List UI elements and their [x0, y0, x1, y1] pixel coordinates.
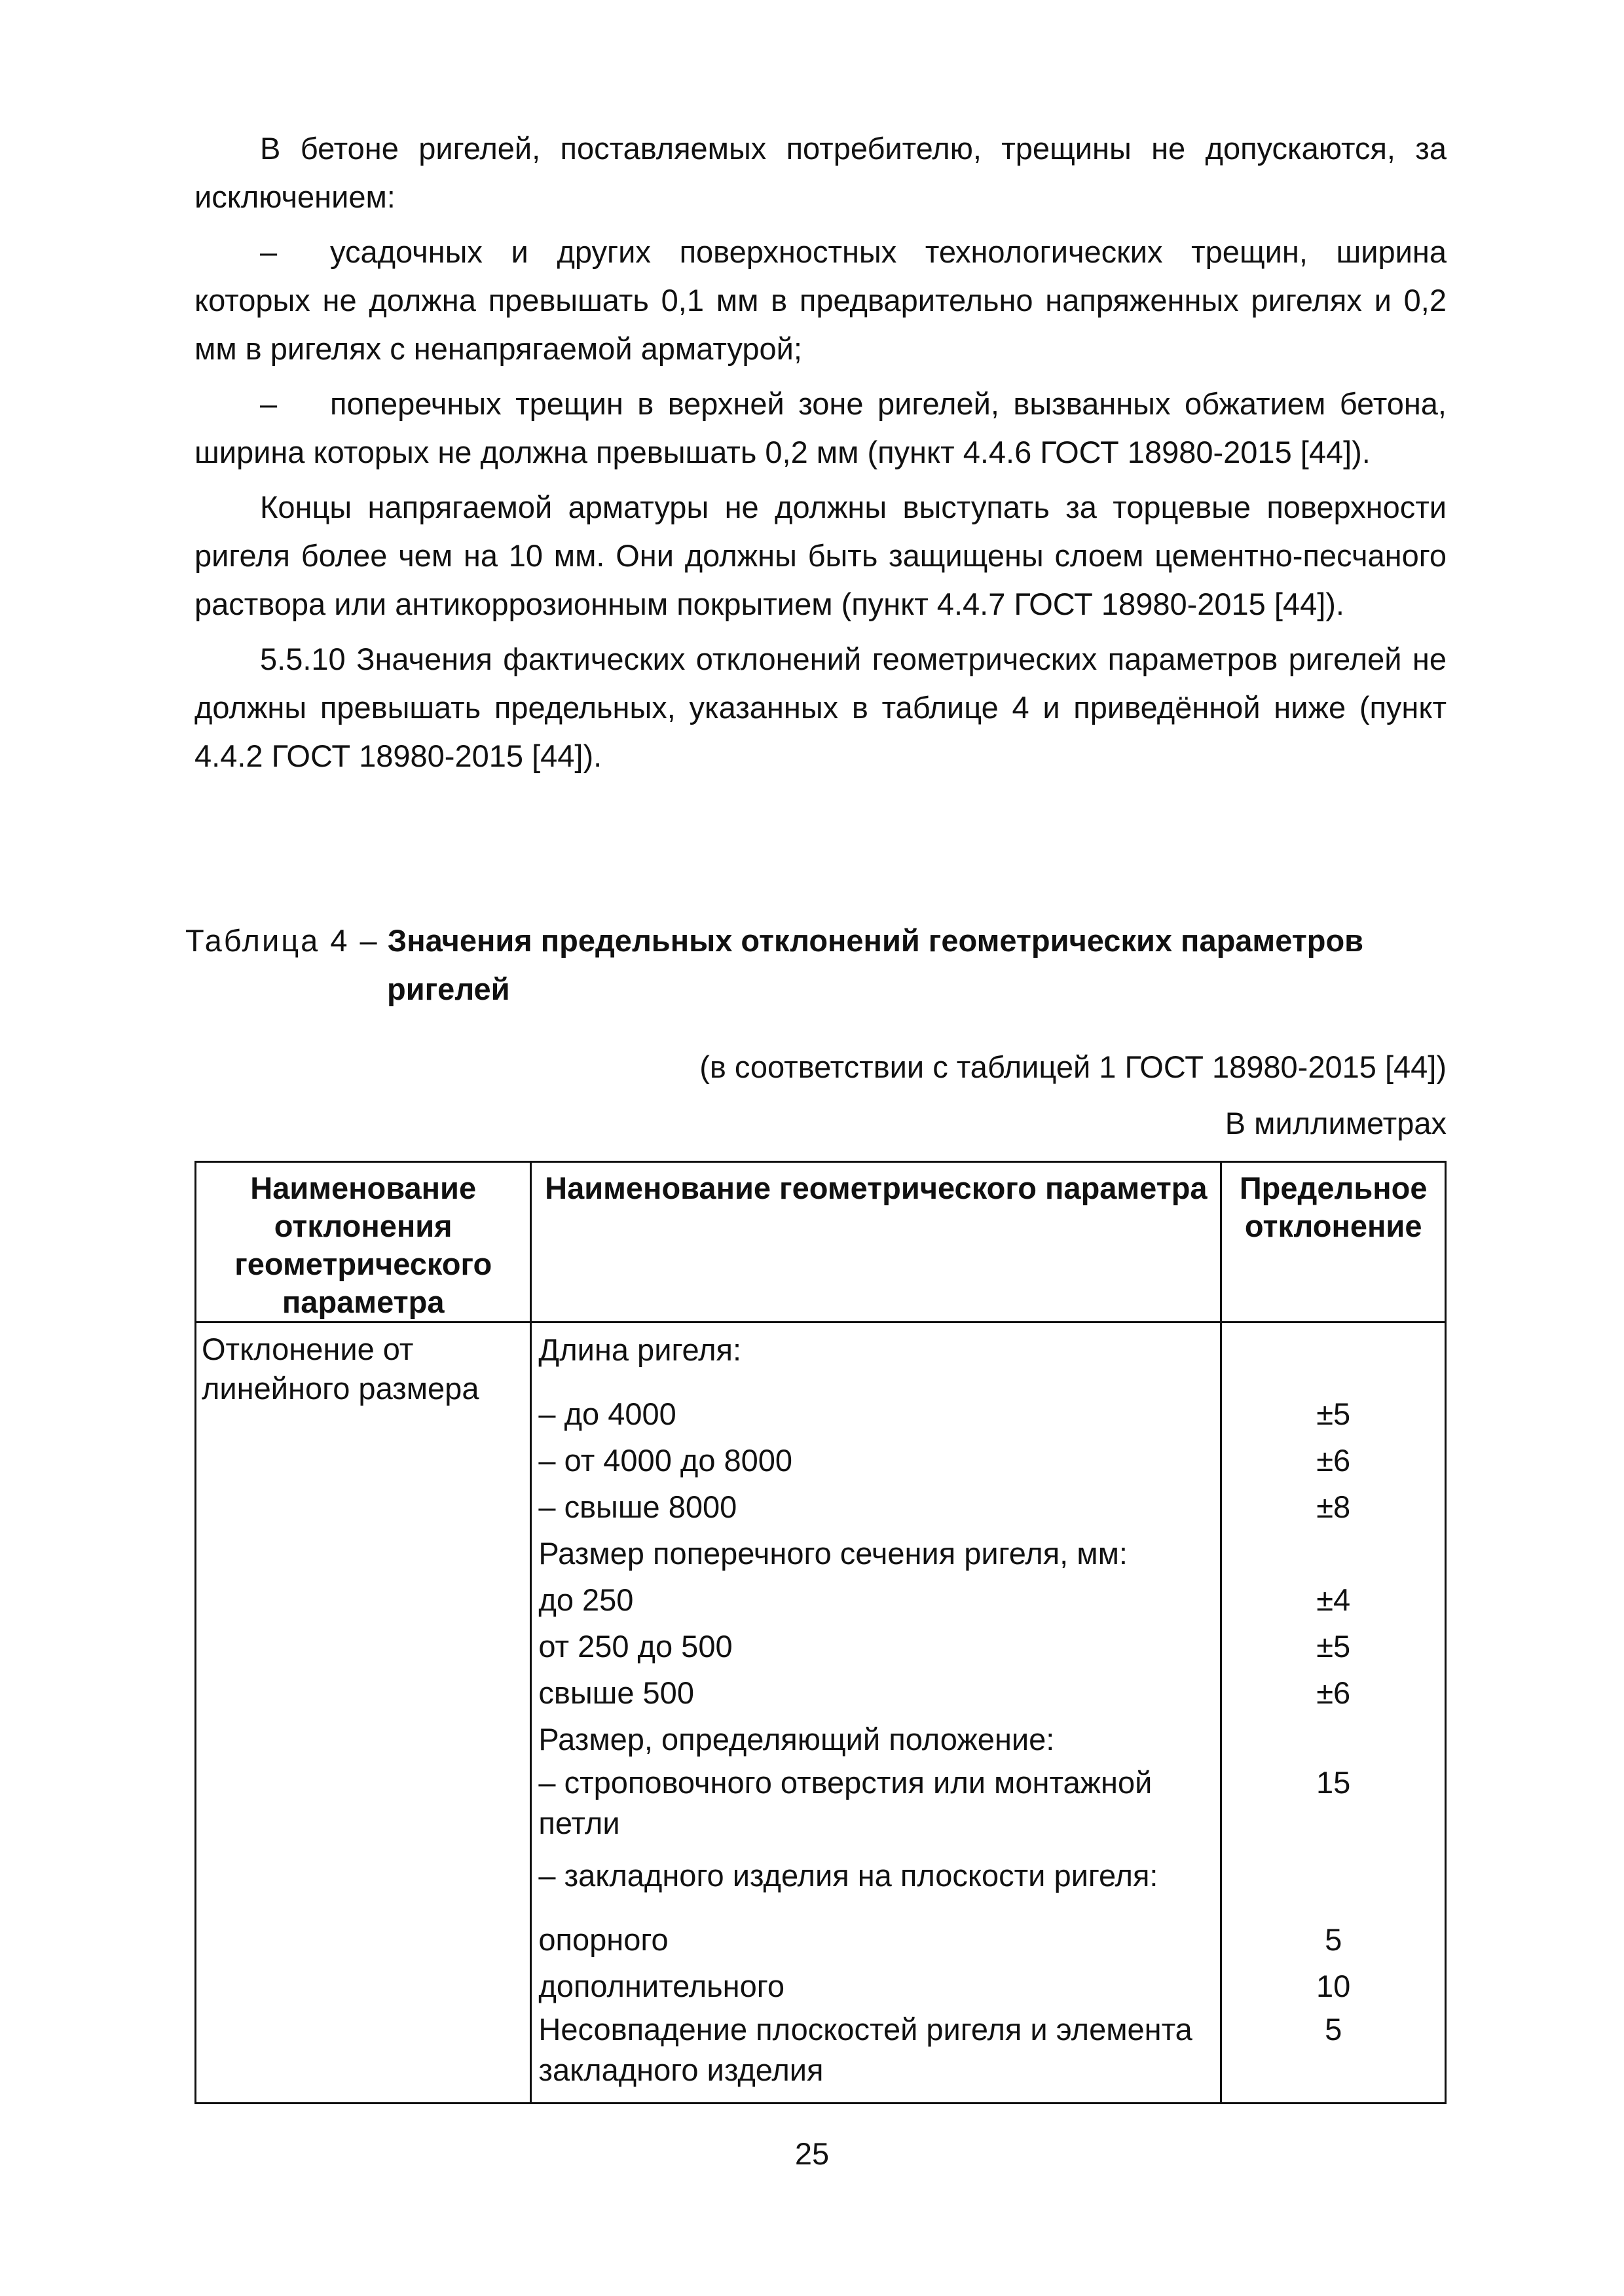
- value-row: ±6: [1316, 1443, 1351, 1478]
- value-row: ±5: [1316, 1396, 1351, 1431]
- param-row: Размер, определяющий положение:: [538, 1722, 1055, 1757]
- list-item-shrinkage-cracks: [194, 228, 1447, 373]
- table-caption: [185, 917, 1447, 1013]
- param-row: Несовпадение плоскостей ригеля и элемента закладного изделия: [538, 2012, 1192, 2087]
- value-row: ±8: [1316, 1489, 1351, 1524]
- value-row: [1222, 1330, 1445, 1391]
- param-row: дополнительного: [538, 1969, 784, 2003]
- param-row: Размер поперечного сечения ригеля, мм:: [538, 1536, 1128, 1571]
- dash-marker: –: [260, 234, 278, 269]
- param-row: – свыше 8000: [538, 1489, 737, 1524]
- value-row: ±6: [1316, 1675, 1351, 1710]
- value-row: 5: [1325, 2012, 1342, 2047]
- paragraph-cracks-intro: В бетоне ригелей, поставляемых потребителю, трещины не допускаются, за исключением:: [194, 131, 1447, 214]
- header-parameter-name: Наименование геометрического параметра: [531, 1162, 1221, 1322]
- list-item-text: усадочных и других поверхностных технологических трещин, ширина которых не должна превышать 0,1 мм в предварительно напряженных ригелях и 0,2 мм в ригелях с ненапрягаемой арматурой;: [194, 234, 1447, 366]
- value-row: ±5: [1316, 1629, 1351, 1664]
- value-row: 10: [1316, 1969, 1351, 2003]
- param-row: свыше 500: [538, 1675, 694, 1710]
- param-row: опорного: [538, 1922, 669, 1957]
- value-row: [1222, 1716, 1445, 1762]
- param-row: – закладного изделия на плоскости ригеля:: [538, 1858, 1158, 1893]
- table-caption-title-cont: ригелей: [387, 972, 510, 1006]
- dash-marker: –: [260, 386, 278, 421]
- header-deviation-name: Наименование отклонения геометрического параметра: [196, 1162, 531, 1322]
- param-row: – строповочного отверстия или монтажной петли: [538, 1765, 1153, 1840]
- param-row: – до 4000: [538, 1396, 676, 1431]
- value-row: [1222, 1530, 1445, 1576]
- paragraph-reinforcement-ends: Концы напрягаемой арматуры не должны выступать за торцевые поверхности ригеля более чем на 10 мм. Они должны быть защищены слоем цементно-песчаного раствора или антикоррозионным покрытием (пункт 4.4.7 ГОСТ 18980-2015 [44]).: [194, 490, 1447, 621]
- parameter-column: [531, 1322, 1221, 2104]
- value-row: 5: [1325, 1922, 1342, 1957]
- body-text: [194, 124, 1447, 780]
- param-row: до 250: [538, 1582, 634, 1617]
- table-caption-label: Таблица 4 –: [185, 923, 379, 958]
- value-row: 15: [1316, 1765, 1351, 1800]
- value-row: [1222, 1855, 1445, 1916]
- deviations-table: [194, 1161, 1447, 2104]
- param-row: – от 4000 до 8000: [538, 1443, 793, 1478]
- value-column: [1221, 1322, 1446, 2104]
- paragraph-5-5-10: 5.5.10 Значения фактических отклонений геометрических параметров ригелей не должны превышать предельных, указанных в таблице 4 и приведённой ниже (пункт 4.4.2 ГОСТ 18980-2015 [44]).: [194, 642, 1447, 773]
- table-row: [196, 1322, 1446, 2104]
- list-item-transverse-cracks: [194, 380, 1447, 477]
- table-source-note: (в соответствии с таблицей 1 ГОСТ 18980-2015 [44]): [699, 1049, 1447, 1084]
- page-number: 25: [794, 2136, 830, 2171]
- value-row: ±4: [1316, 1582, 1351, 1617]
- table-caption-title: Значения предельных отклонений геометрических параметров: [387, 923, 1364, 958]
- param-row: от 250 до 500: [538, 1629, 733, 1664]
- header-limit-deviation: Предельное отклонение: [1221, 1162, 1446, 1322]
- deviation-group-cell: Отклонение от линейного размера: [196, 1322, 531, 2104]
- param-row: Длина ригеля:: [538, 1332, 742, 1367]
- table-units: В миллиметрах: [1225, 1106, 1447, 1140]
- table-header-row: [196, 1162, 1446, 1322]
- list-item-text: поперечных трещин в верхней зоне ригелей, вызванных обжатием бетона, ширина которых не должна превышать 0,2 мм (пункт 4.4.6 ГОСТ 18980-2015 [44]).: [194, 386, 1447, 469]
